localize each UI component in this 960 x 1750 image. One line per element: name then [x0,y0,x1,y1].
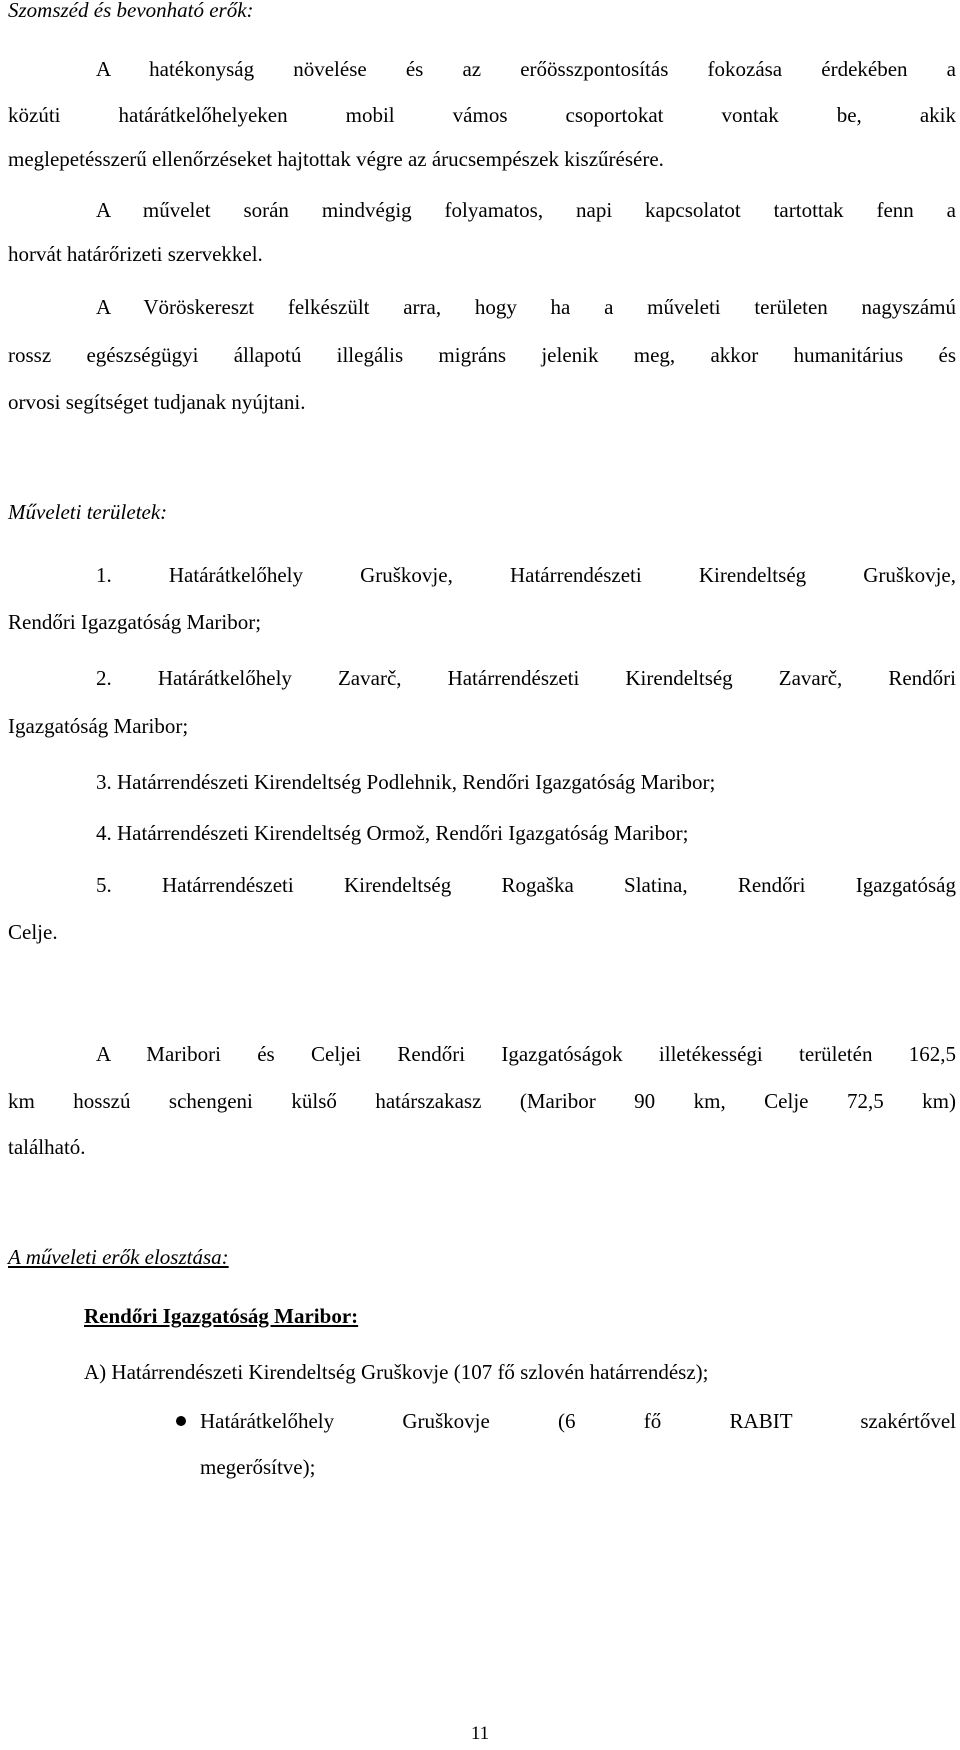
section-heading-force-distribution: A műveleti erők elosztása: [8,1245,229,1269]
list-item-1-continuation: Rendőri Igazgatóság Maribor; [8,610,262,634]
page-number: 11 [470,1723,490,1744]
paragraph-line: A Vöröskereszt felkészült arra, hogy ha a műveleti területen nagyszámú [96,295,956,319]
list-item-4: 4. Határrendészeti Kirendeltség Ormož, Rendőri Igazgatóság Maribor; [96,821,689,845]
list-item-a: A) Határrendészeti Kirendeltség Gruškovje (107 fő szlovén határrendész); [84,1360,709,1384]
paragraph-line: km hosszú schengeni külső határszakasz (Maribor 90 km, Celje 72,5 km) [8,1089,956,1113]
list-item-1: 1. Határátkelőhely Gruškovje, Határrendészeti Kirendeltség Gruškovje, [96,563,956,587]
document-page [8,0,956,1750]
paragraph-line: orvosi segítséget tudjanak nyújtani. [8,390,306,414]
list-item-5: 5. Határrendészeti Kirendeltség Rogaška Slatina, Rendőri Igazgatóság [96,873,956,897]
paragraph-line: közúti határátkelőhelyeken mobil vámos csoportokat vontak be, akik [8,103,956,127]
section-heading-neighbor-forces: Szomszéd és bevonható erők: [8,0,254,22]
list-item-2-continuation: Igazgatóság Maribor; [8,714,189,738]
paragraph-line: A művelet során mindvégig folyamatos, napi kapcsolatot tartottak fenn a [96,198,956,222]
bullet-icon [176,1416,186,1426]
bullet-item-continuation: megerősítve); [200,1455,316,1479]
paragraph-line: horvát határőrizeti szervekkel. [8,242,263,266]
subheading-police-directorate-maribor: Rendőri Igazgatóság Maribor: [84,1304,359,1328]
list-item-3: 3. Határrendészeti Kirendeltség Podlehnik, Rendőri Igazgatóság Maribor; [96,770,716,794]
section-heading-operational-areas: Műveleti területek: [8,500,168,524]
list-item-2: 2. Határátkelőhely Zavarč, Határrendészeti Kirendeltség Zavarč, Rendőri [96,666,956,690]
paragraph-line: rossz egészségügyi állapotú illegális migráns jelenik meg, akkor humanitárius és [8,343,956,367]
paragraph-line: A hatékonyság növelése és az erőösszpontosítás fokozása érdekében a [96,57,956,81]
paragraph-line: meglepetésszerű ellenőrzéseket hajtottak végre az árucsempészek kiszűrésére. [8,147,664,171]
paragraph-line: található. [8,1135,86,1159]
list-item-5-continuation: Celje. [8,920,58,944]
bullet-item: Határátkelőhely Gruškovje (6 fő RABIT szakértővel [200,1409,956,1433]
paragraph-line: A Maribori és Celjei Rendőri Igazgatóságok illetékességi területén 162,5 [96,1042,956,1066]
